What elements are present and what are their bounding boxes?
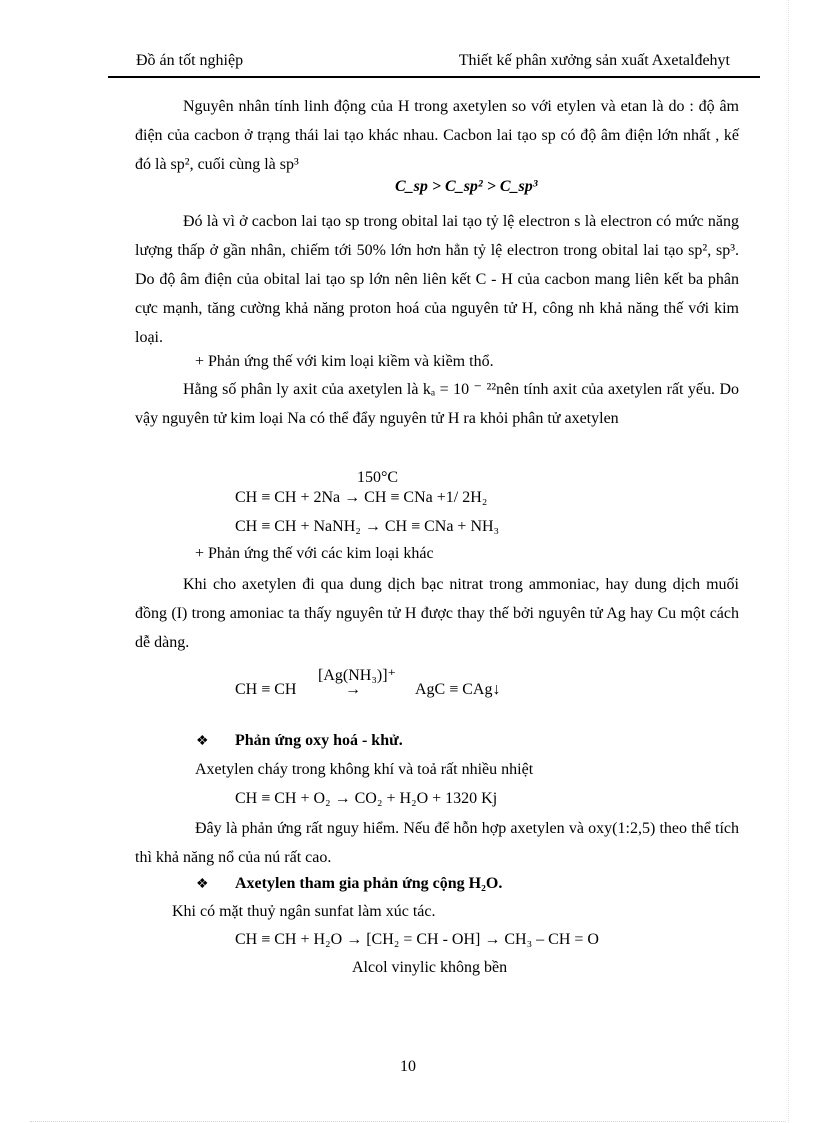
equation-3-arrow: → [345,681,361,698]
header-left: Đồ án tốt nghiệp [136,52,244,69]
paragraph-1: Nguyên nhân tính linh động của H trong axetylen so với etylen và etan là do : độ âm điện của cacbon ở trạng thái lai tạo khác nhau. Cacbon lai tạo sp có độ âm điện lớn nhất , kế đó là sp², cuối cùng là sp³ [135,98,739,173]
equation-5-caption: Alcol vinylic không bền [352,959,508,976]
equation-4: CH ≡ CH + O₂ → CO₂ + H₂O + 1320 Kj [235,790,498,807]
bullet-icon-2: ❖ [196,877,209,892]
paragraph-7: Axetylen cháy trong không khí và toả rất nhiều nhiệt [195,761,534,778]
paragraph-5: + Phản ứng thế với các kim loại khác [195,545,434,562]
paragraph-9: Khi có mặt thuỷ ngân sunfat làm xúc tác. [172,903,436,920]
equation-5: CH ≡ CH + H₂O → [CH₂ = CH - OH] → CH₃ – CH = O [235,931,599,948]
paragraph-6: Khi cho axetylen đi qua dung dịch bạc nitrat trong ammoniac, hay dung dịch muối đồng (I) trong amoniac ta thấy nguyên tử H được thay thế bởi nguyên tử Ag hay Cu một cách dễ dàng. [135,576,739,651]
electronegativity-formula: C_sp > C_sp² > C_sp³ [395,178,538,195]
paragraph-8: Đây là phản ứng rất nguy hiểm. Nếu để hỗn hợp axetylen và oxy(1:2,5) theo thể tích thì khả năng nổ của nú rất cao. [135,820,739,866]
page-header [108,48,760,78]
bullet-icon: ❖ [196,734,209,749]
header-right: Thiết kế phân xưởng sản xuất Axetalđehyt [458,52,730,69]
paragraph-3: + Phản ứng thế với kim loại kiềm và kiềm thổ. [195,353,494,370]
equation-1: CH ≡ CH + 2Na → CH ≡ CNa +1/ 2H₂ [235,489,488,506]
bottom-divider [30,1121,786,1122]
page-number: 10 [400,1058,416,1075]
heading-hydration: Axetylen tham gia phản ứng cộng H₂O. [235,875,503,892]
temperature-label: 150°C [357,469,399,486]
equation-3-left: CH ≡ CH [235,681,297,698]
equation-2: CH ≡ CH + NaNH₂ → CH ≡ CNa + NH₃ [235,518,500,535]
equation-3-reagent: [Ag(NH₃)]⁺ [318,667,396,684]
right-margin-line [788,0,789,1123]
paragraph-4: Hằng số phân ly axit của axetylen là kₐ = 10 ⁻ ²²nên tính axit của axetylen rất yếu. Do vậy nguyên tử kim loại Na có thể đẩy nguyên tử H ra khỏi phân tử axetylen [135,381,739,427]
heading-oxidation: Phản ứng oxy hoá - khử. [235,732,403,749]
equation-3-right: AgC ≡ CAg↓ [415,681,501,698]
paragraph-2: Đó là vì ở cacbon lai tạo sp trong obital lai tạo tỷ lệ electron s là electron có mức năng lượng thấp ở gần nhân, chiếm tới 50% lớn hơn hẳn tỷ lệ electron trong obital lai tạo sp², sp³. Do độ âm điện của obital lai tạo sp lớn nên liên kết C - H của cacbon mang liên kết ba phân cực mạnh, tăng cường khả năng proton hoá của nguyên tử H, công nh khả năng thế với kim loại. [135,213,739,346]
